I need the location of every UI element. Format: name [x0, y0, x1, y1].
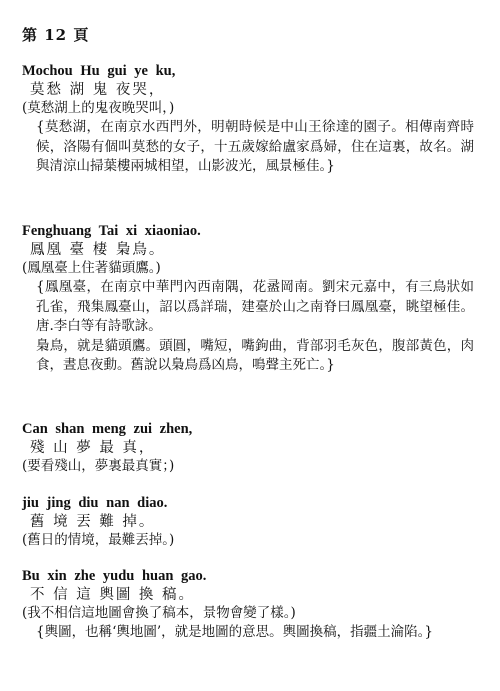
- chinese-line: 莫愁 湖 鬼 夜哭，: [30, 82, 166, 98]
- verse-entry-3: [22, 420, 487, 476]
- translation-line: (我不相信這地圖會換了稿本，景物會變了樣。): [22, 605, 296, 621]
- translation-line: (鳳凰臺上住著貓頭鷹。): [22, 260, 161, 276]
- verse-entry-1: [22, 62, 487, 177]
- verse-entry-5: [22, 567, 487, 643]
- chinese-line: 鳳凰 臺 棲 梟鳥。: [30, 242, 166, 258]
- verse-entry-4: [22, 494, 487, 550]
- annotation-paragraph: 梟鳥，就是貓頭鷹。頭圓，嘴短，嘴鉤曲，背部羽毛灰色，腹部黃色，肉食，晝息夜動。舊說以梟鳥爲凶鳥，鳴聲主死亡。}: [36, 337, 474, 373]
- translation-line: (舊日的情境，最難丟掉。): [22, 532, 175, 548]
- chinese-line: 舊 境 丟 難 掉。: [30, 514, 156, 530]
- chinese-line: 殘 山 夢 最 真，: [30, 440, 156, 456]
- pinyin-line: Bu xin zhe yudu huan gao.: [22, 568, 207, 584]
- translation-line: (莫愁湖上的鬼夜晚哭叫，): [22, 100, 175, 116]
- pinyin-line: jiu jing diu nan diao.: [22, 495, 168, 511]
- page-number: 第 12 頁: [22, 26, 90, 44]
- chinese-line: 不 信 這 輿圖 換 稿。: [30, 587, 196, 603]
- annotation-paragraph: {莫愁湖，在南京水西門外，明朝時候是中山王徐達的園子。相傳南齊時候，洛陽有個叫莫愁的女子，十五歲嫁給盧家爲婦，住在這裏，故名。湖與清涼山掃葉樓兩城相望，山影波光，風景極佳。}: [36, 119, 474, 174]
- pinyin-line: Fenghuang Tai xi xiaoniao.: [22, 223, 201, 239]
- annotation: [36, 118, 474, 177]
- pinyin-line: Can shan meng zui zhen,: [22, 421, 193, 437]
- annotation-paragraph: {輿圖，也稱‘輿地圖’，就是地圖的意思。輿圖換稿，指疆土淪陷。}: [36, 624, 434, 640]
- annotation: [36, 278, 474, 376]
- annotation-paragraph: {鳳凰臺，在南京中華門內西南隅，花盝岡南。劉宋元嘉中，有三鳥狀如孔雀，飛集鳳臺山，詔以爲詳瑞，建臺於山之南脊曰鳳凰臺，眺望極佳。唐.李白等有詩歌詠。: [36, 279, 474, 334]
- annotation: [36, 623, 474, 643]
- pinyin-line: Mochou Hu gui ye ku,: [22, 63, 176, 79]
- verse-entry-2: [22, 222, 487, 376]
- translation-line: (要看殘山，夢裏最真實；): [22, 458, 175, 474]
